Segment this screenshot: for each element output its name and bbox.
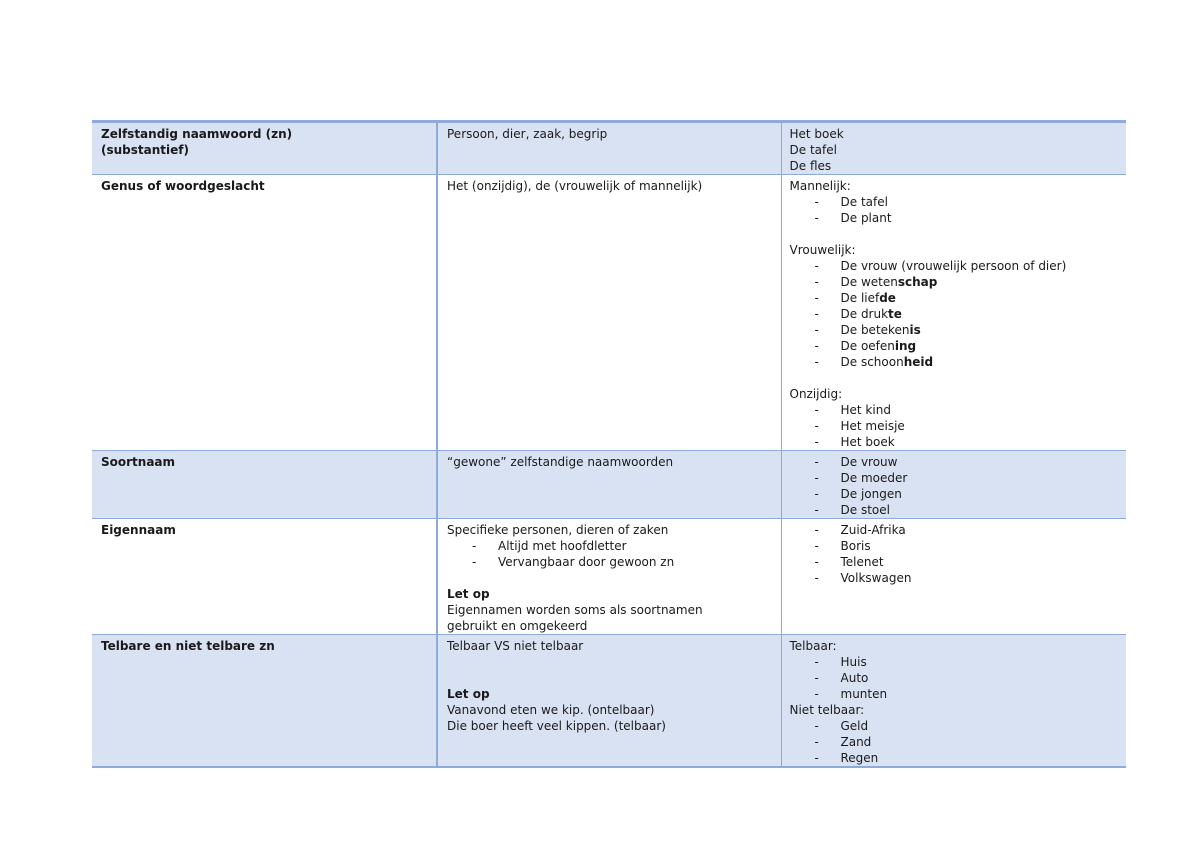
examples-cell xyxy=(781,519,1126,635)
description-text: Het (onzijdig), de (vrouwelijk of mannelijk) xyxy=(447,179,703,193)
note-text: gebruikt en omgekeerd xyxy=(447,619,588,633)
group-label: Onzijdig: xyxy=(789,387,843,401)
term-cell xyxy=(92,122,437,175)
list-item: - Het meisje xyxy=(814,419,905,433)
list-item: - De betekenis xyxy=(814,323,921,337)
example-text: De tafel xyxy=(789,143,837,157)
document-page xyxy=(92,120,1126,768)
note-text: Die boer heeft veel kippen. (telbaar) xyxy=(447,719,666,733)
term-text: Zelfstandig naamwoord (zn) xyxy=(101,127,293,141)
list-item: - De schoonheid xyxy=(814,355,934,369)
list-item: - De plant xyxy=(814,211,892,225)
description-cell xyxy=(437,122,781,175)
example-text: Het boek xyxy=(789,127,844,141)
list-item: - De liefde xyxy=(814,291,896,305)
group-label: Niet telbaar: xyxy=(789,703,865,717)
table-row xyxy=(92,175,1126,451)
note-label: Let op xyxy=(447,687,490,701)
term-cell xyxy=(92,175,437,451)
term-text: (substantief) xyxy=(101,143,189,157)
note-text: Vanavond eten we kip. (ontelbaar) xyxy=(447,703,655,717)
suffix-highlight: is xyxy=(909,323,921,337)
description-cell xyxy=(437,451,781,519)
list-item: - Vervangbaar door gewoon zn xyxy=(472,555,675,569)
list-item: - Telenet xyxy=(814,555,884,569)
examples-cell xyxy=(781,451,1126,519)
suffix-highlight: te xyxy=(888,307,902,321)
description-text: “gewone” zelfstandige naamwoorden xyxy=(447,455,674,469)
table-row xyxy=(92,451,1126,519)
list-item: - munten xyxy=(814,687,888,701)
examples-cell xyxy=(781,122,1126,175)
examples-cell xyxy=(781,635,1126,768)
list-item: - Zand xyxy=(814,735,872,749)
list-item: - Huis xyxy=(814,655,867,669)
group-label: Vrouwelijk: xyxy=(789,243,856,257)
list-item: - Boris xyxy=(814,539,871,553)
list-item: - De moeder xyxy=(814,471,908,485)
list-item: - De drukte xyxy=(814,307,902,321)
suffix-highlight: schap xyxy=(897,275,938,289)
term-text: Soortnaam xyxy=(101,455,176,469)
examples-cell xyxy=(781,175,1126,451)
suffix-highlight: ing xyxy=(894,339,917,353)
table-row xyxy=(92,635,1126,768)
term-text: Telbare en niet telbare zn xyxy=(101,639,275,653)
list-item: - De jongen xyxy=(814,487,902,501)
list-item: - De stoel xyxy=(814,503,890,517)
note-text: Eigennamen worden soms als soortnamen xyxy=(447,603,703,617)
term-text: Eigennaam xyxy=(101,523,176,537)
description-text: Specifieke personen, dieren of zaken xyxy=(447,523,669,537)
suffix-highlight: de xyxy=(879,291,896,305)
description-cell xyxy=(437,635,781,768)
list-item: - De wetenschap xyxy=(814,275,938,289)
list-item: - Geld xyxy=(814,719,869,733)
suffix-highlight: heid xyxy=(903,355,934,369)
list-item: - Het boek xyxy=(814,435,895,449)
term-cell xyxy=(92,519,437,635)
list-item: - De oefening xyxy=(814,339,917,353)
description-cell xyxy=(437,519,781,635)
table-row xyxy=(92,122,1126,175)
list-item: - Het kind xyxy=(814,403,891,417)
list-item: - De tafel xyxy=(814,195,888,209)
description-cell xyxy=(437,175,781,451)
note-label: Let op xyxy=(447,587,490,601)
list-item: - Auto xyxy=(814,671,869,685)
term-cell xyxy=(92,451,437,519)
example-text: De fles xyxy=(789,159,832,173)
term-text: Genus of woordgeslacht xyxy=(101,179,265,193)
description-text: Telbaar VS niet telbaar xyxy=(447,639,584,653)
list-item: - De vrouw (vrouwelijk persoon of dier) xyxy=(814,259,1067,273)
list-item: - Zuid-Afrika xyxy=(814,523,906,537)
list-item: - Altijd met hoofdletter xyxy=(472,539,627,553)
description-text: Persoon, dier, zaak, begrip xyxy=(447,127,608,141)
table-row xyxy=(92,519,1126,635)
group-label: Telbaar: xyxy=(789,639,837,653)
list-item: - Regen xyxy=(814,751,879,765)
term-cell xyxy=(92,635,437,768)
noun-grammar-table xyxy=(92,120,1126,768)
list-item: - De vrouw xyxy=(814,455,898,469)
group-label: Mannelijk: xyxy=(789,179,851,193)
list-item: - Volkswagen xyxy=(814,571,912,585)
